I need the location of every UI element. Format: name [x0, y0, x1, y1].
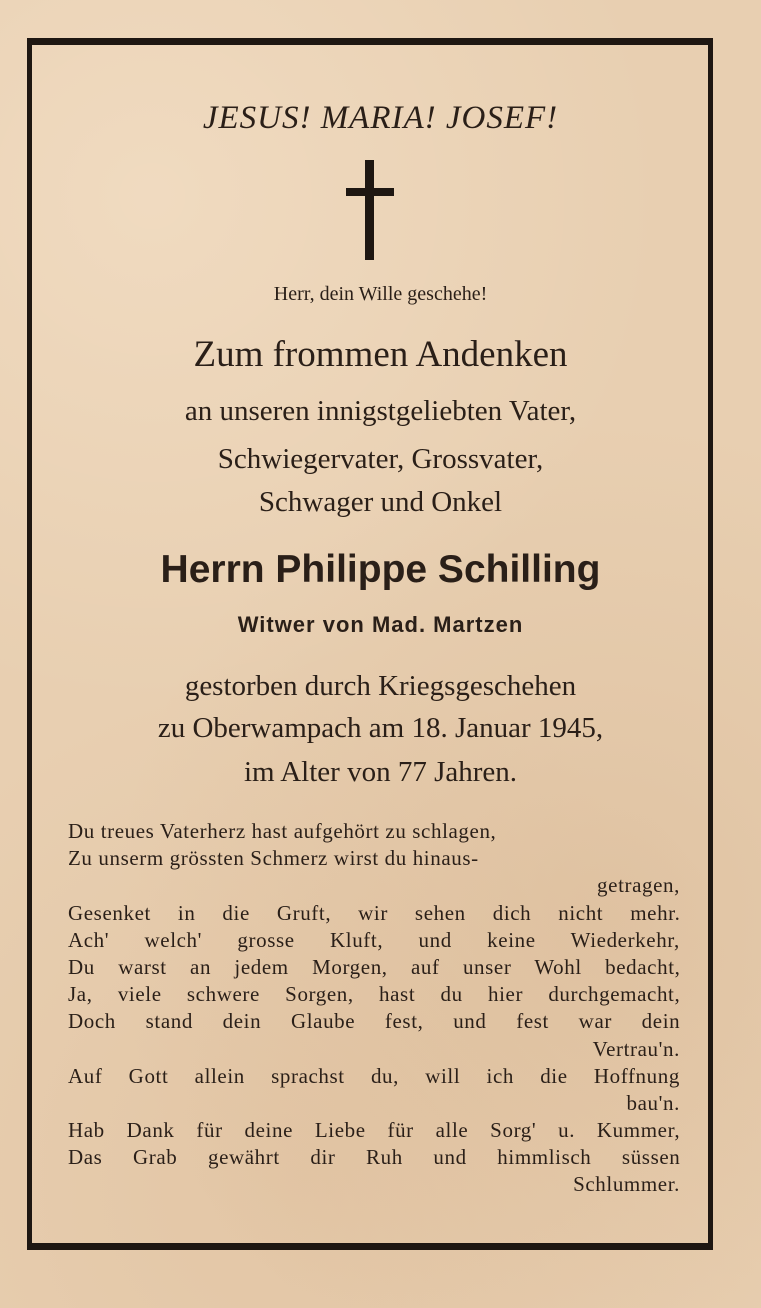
intro-line: an unseren innigstgeliebten Vater, — [184, 395, 577, 427]
poem-line: getragen, — [597, 873, 680, 898]
card-title: Zum frommen Andenken — [193, 334, 568, 375]
poem-line: Du treues Vaterherz hast aufgehört zu schlagen, — [68, 819, 497, 843]
deceased-name: Herrn Philippe Schilling — [160, 548, 601, 591]
poem-line: Schlummer. — [573, 1172, 680, 1197]
widow-note: Witwer von Mad. Martzen — [237, 612, 524, 637]
cross-icon — [346, 160, 394, 260]
poem-line: Gesenket in die Gruft, wir sehen dich nicht mehr. — [68, 900, 681, 925]
poem-line: Doch stand dein Glaube fest, und fest war dein — [68, 1009, 681, 1034]
poem-line: Du warst an jedem Morgen, auf unser Wohl bedacht, — [68, 954, 681, 979]
poem-line: bau'n. — [626, 1090, 680, 1115]
motto: Herr, dein Wille geschehe! — [273, 283, 488, 305]
death-line: im Alter von 77 Jahren. — [243, 756, 518, 788]
poem-line: Auf Gott allein sprachst du, will ich die Hoffnung — [68, 1063, 680, 1088]
poem-line: Ach' welch' grosse Kluft, und keine Wiederkehr, — [68, 927, 680, 952]
death-line: zu Oberwampach am 18. Januar 1945, — [157, 712, 604, 744]
poem-line: Hab Dank für deine Liebe für alle Sorg' u. Kummer, — [68, 1118, 681, 1143]
poem-line: Das Grab gewährt dir Ruh und himmlisch süssen — [68, 1145, 681, 1170]
poem-line: Ja, viele schwere Sorgen, hast du hier durchgemacht, — [68, 982, 681, 1007]
poem-line: Vertrau'n. — [592, 1036, 680, 1061]
intro-line: Schwiegervater, Grossvater, — [217, 443, 544, 475]
poem — [68, 818, 680, 1199]
poem-line: Zu unserm grössten Schmerz wirst du hinaus- — [68, 846, 479, 871]
header-invocation: JESUS! MARIA! JOSEF! — [202, 100, 559, 136]
death-line: gestorben durch Kriegsgeschehen — [184, 670, 577, 702]
intro-line: Schwager und Onkel — [258, 486, 503, 518]
